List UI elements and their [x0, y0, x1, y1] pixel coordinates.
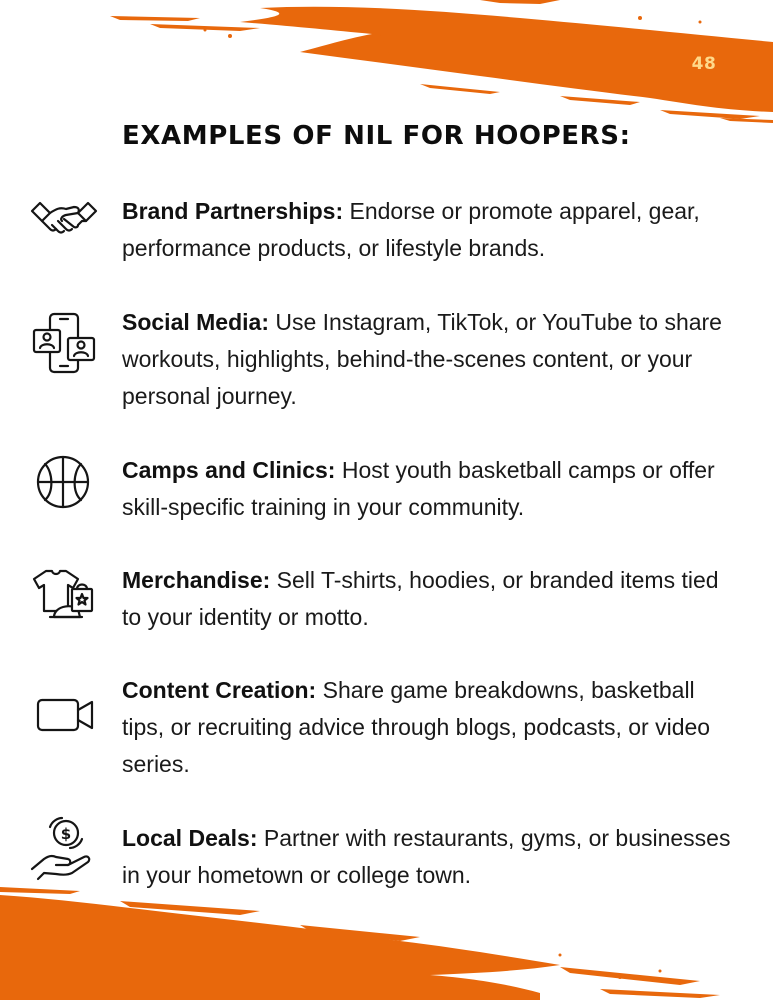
list-item-local-deals [122, 820, 732, 894]
item-text: Host youth basketball camps or offer skill-specific training in your community. [122, 457, 715, 520]
list-item-merchandise [122, 562, 732, 636]
video-camera-icon [26, 678, 102, 754]
item-text: Use Instagram, TikTok, or YouTube to share workouts, highlights, behind-the-scenes content, or your personal journey. [122, 309, 722, 409]
item-label: Camps and Clinics: [122, 457, 336, 483]
item-text: Partner with restaurants, gyms, or businesses in your hometown or college town. [122, 825, 731, 888]
list-item-social-media [122, 304, 732, 415]
merchandise-icon [26, 557, 102, 633]
item-label: Content Creation: [122, 677, 317, 703]
top-brush-stroke [0, 0, 773, 125]
basketball-icon [26, 445, 102, 521]
item-text: Endorse or promote apparel, gear, performance products, or lifestyle brands. [122, 198, 700, 261]
page-number: 48 [691, 54, 717, 74]
list-item-content-creation [122, 672, 732, 783]
list-item-camps-clinics [122, 452, 732, 526]
bottom-brush-stroke [0, 885, 773, 1000]
social-media-phone-icon [26, 306, 102, 382]
list-item-brand-partnerships [122, 193, 732, 267]
item-text: Sell T-shirts, hoodies, or branded items tied to your identity or motto. [122, 567, 719, 630]
item-label: Local Deals: [122, 825, 258, 851]
item-label: Social Media: [122, 309, 269, 335]
handshake-icon [26, 181, 102, 257]
page-heading: EXAMPLES OF NIL FOR HOOPERS: [122, 121, 631, 151]
money-hand-icon [26, 813, 102, 889]
item-label: Merchandise: [122, 567, 271, 593]
item-label: Brand Partnerships: [122, 198, 344, 224]
item-text: Share game breakdowns, basketball tips, or recruiting advice through blogs, podcasts, or video series. [122, 677, 711, 777]
svg-text:$: $ [60, 825, 72, 843]
